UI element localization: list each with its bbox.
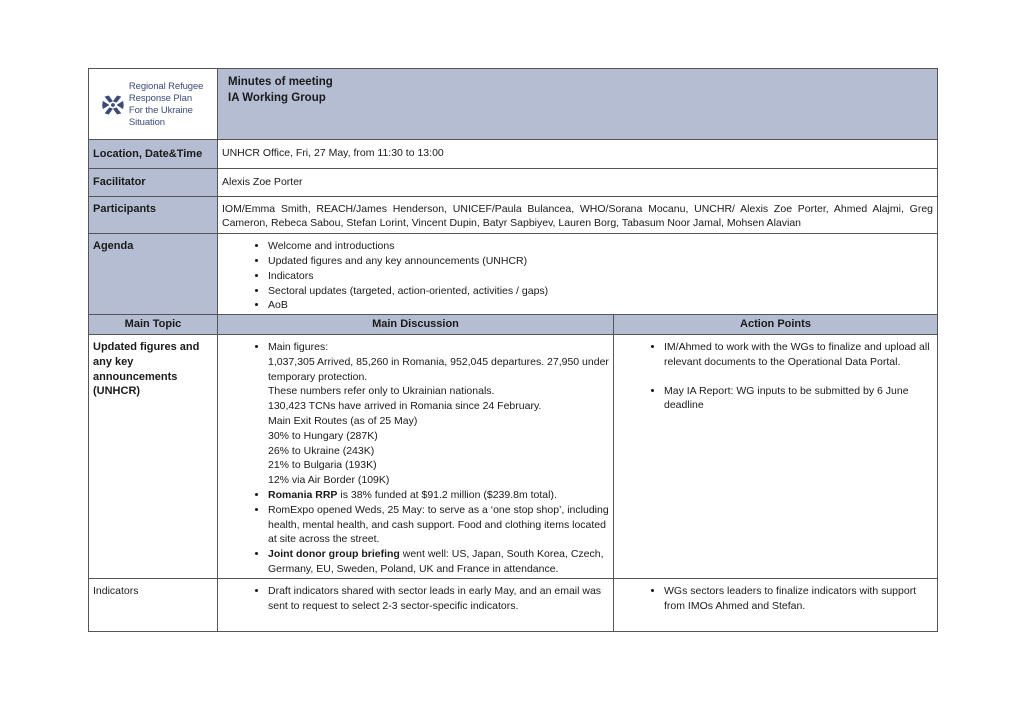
figures-item (268, 340, 609, 488)
column-header-row (89, 315, 938, 335)
facilitator-label: Facilitator (89, 168, 218, 196)
facilitator-row (89, 168, 938, 196)
rrp-logo-icon (101, 86, 125, 124)
logo-cell (89, 69, 218, 140)
title-cell (218, 69, 938, 140)
donor-text: went well: US, Japan, South Korea, Czech, Germany, EU, Sweden, Poland, UK and France in attendance. (268, 548, 604, 575)
col-header-actions: Action Points (614, 315, 938, 335)
donor-item (268, 547, 609, 577)
location-row (89, 140, 938, 169)
donor-bold: Joint donor group briefing (268, 548, 400, 561)
agenda-item: • AoB (268, 298, 933, 313)
logo-text-line1: Regional Refugee Response Plan (128, 81, 204, 104)
col-header-discussion: Main Discussion (218, 315, 614, 335)
topic-cell: Indicators (89, 578, 218, 631)
header-row (89, 69, 938, 140)
doc-subtitle: IA Working Group (228, 92, 326, 104)
logo-text-line2: For the Ukraine Situation (128, 105, 193, 128)
participants-value: IOM/Emma Smith, REACH/James Henderson, UNICEF/Paula Bulancea, WHO/Sorana Mocanu, UNCHR/ Alexis Zoe Porter, Ahmed Alajmi, Greg Cameron, Rebeca Sabou, Stefan Lorint, Vincent Dupin, Batyr Sapbiyev, Lauren Borg, Tabasum Noor Jamal, Mohsen Alavian (218, 196, 938, 234)
rrp-bold: Romania RRP (268, 488, 338, 501)
rrp-logo (101, 81, 217, 129)
figures-line: 1,037,305 Arrived, 85,260 in Romania, 952,045 departures. 27,950 under temporary protection. (268, 355, 609, 383)
agenda-item: • Sectoral updates (targeted, action-oriented, activities / gaps) (268, 284, 933, 299)
participants-label: Participants (89, 196, 218, 234)
discussion-list (222, 340, 609, 577)
action-item: • May IA Report: WG inputs to be submitted by 6 June deadline (664, 384, 933, 414)
doc-title: Minutes of meeting (228, 76, 333, 88)
figures-line: 21% to Bulgaria (193K) (268, 459, 377, 472)
minutes-table (88, 68, 938, 632)
figures-line: 130,423 TCNs have arrived in Romania since 24 February. (268, 400, 542, 413)
romexpo-item: • RomExpo opened Weds, 25 May: to serve as a ‘one stop shop’, including health, mental health, and cash support. Food and clothing items located at site across the street. (268, 503, 609, 547)
figures-line: 12% via Air Border (109K) (268, 474, 390, 487)
logo-text (129, 81, 217, 129)
location-value: UNHCR Office, Fri, 27 May, from 11:30 to 13:00 (218, 140, 938, 169)
actions-cell (614, 334, 938, 578)
actions-cell (614, 578, 938, 631)
actions-list (618, 340, 933, 413)
action-item: • WGs sectors leaders to finalize indicators with support from IMOs Ahmed and Stefan. (664, 584, 933, 614)
figures-line: These numbers refer only to Ukrainian nationals. (268, 385, 495, 398)
agenda-row (89, 234, 938, 315)
spacer (664, 370, 933, 384)
location-label: Location, Date&Time (89, 140, 218, 169)
discussion-list (222, 584, 609, 614)
indicators-item: • Draft indicators shared with sector leads in early May, and an email was sent to request to select 2-3 sector-specific indicators. (268, 584, 609, 614)
rrp-text: is 38% funded at $91.2 million ($239.8m total). (337, 488, 557, 501)
col-header-topic: Main Topic (89, 315, 218, 335)
topic-row-indicators (89, 578, 938, 631)
actions-list (618, 584, 933, 614)
agenda-item: • Updated figures and any key announcements (UNHCR) (268, 254, 933, 269)
figures-line: 26% to Ukraine (243K) (268, 444, 375, 457)
rrp-funding-item (268, 488, 609, 503)
agenda-cell (218, 234, 938, 315)
figures-line: Main Exit Routes (as of 25 May) (268, 414, 418, 427)
topic-cell: Updated figures and any key announcements (UNHCR) (89, 334, 218, 578)
discussion-cell (218, 334, 614, 578)
agenda-item: • Indicators (268, 269, 933, 284)
action-item: • IM/Ahmed to work with the WGs to finalize and upload all relevant documents to the Operational Data Portal. (664, 340, 933, 370)
figures-line: 30% to Hungary (287K) (268, 429, 378, 442)
facilitator-value: Alexis Zoe Porter (218, 168, 938, 196)
agenda-list (222, 239, 933, 313)
discussion-cell (218, 578, 614, 631)
figures-label: • Main figures: (268, 340, 329, 353)
agenda-item: • Welcome and introductions (268, 239, 933, 254)
agenda-label: Agenda (89, 234, 218, 315)
topic-row-figures (89, 334, 938, 578)
participants-row (89, 196, 938, 234)
